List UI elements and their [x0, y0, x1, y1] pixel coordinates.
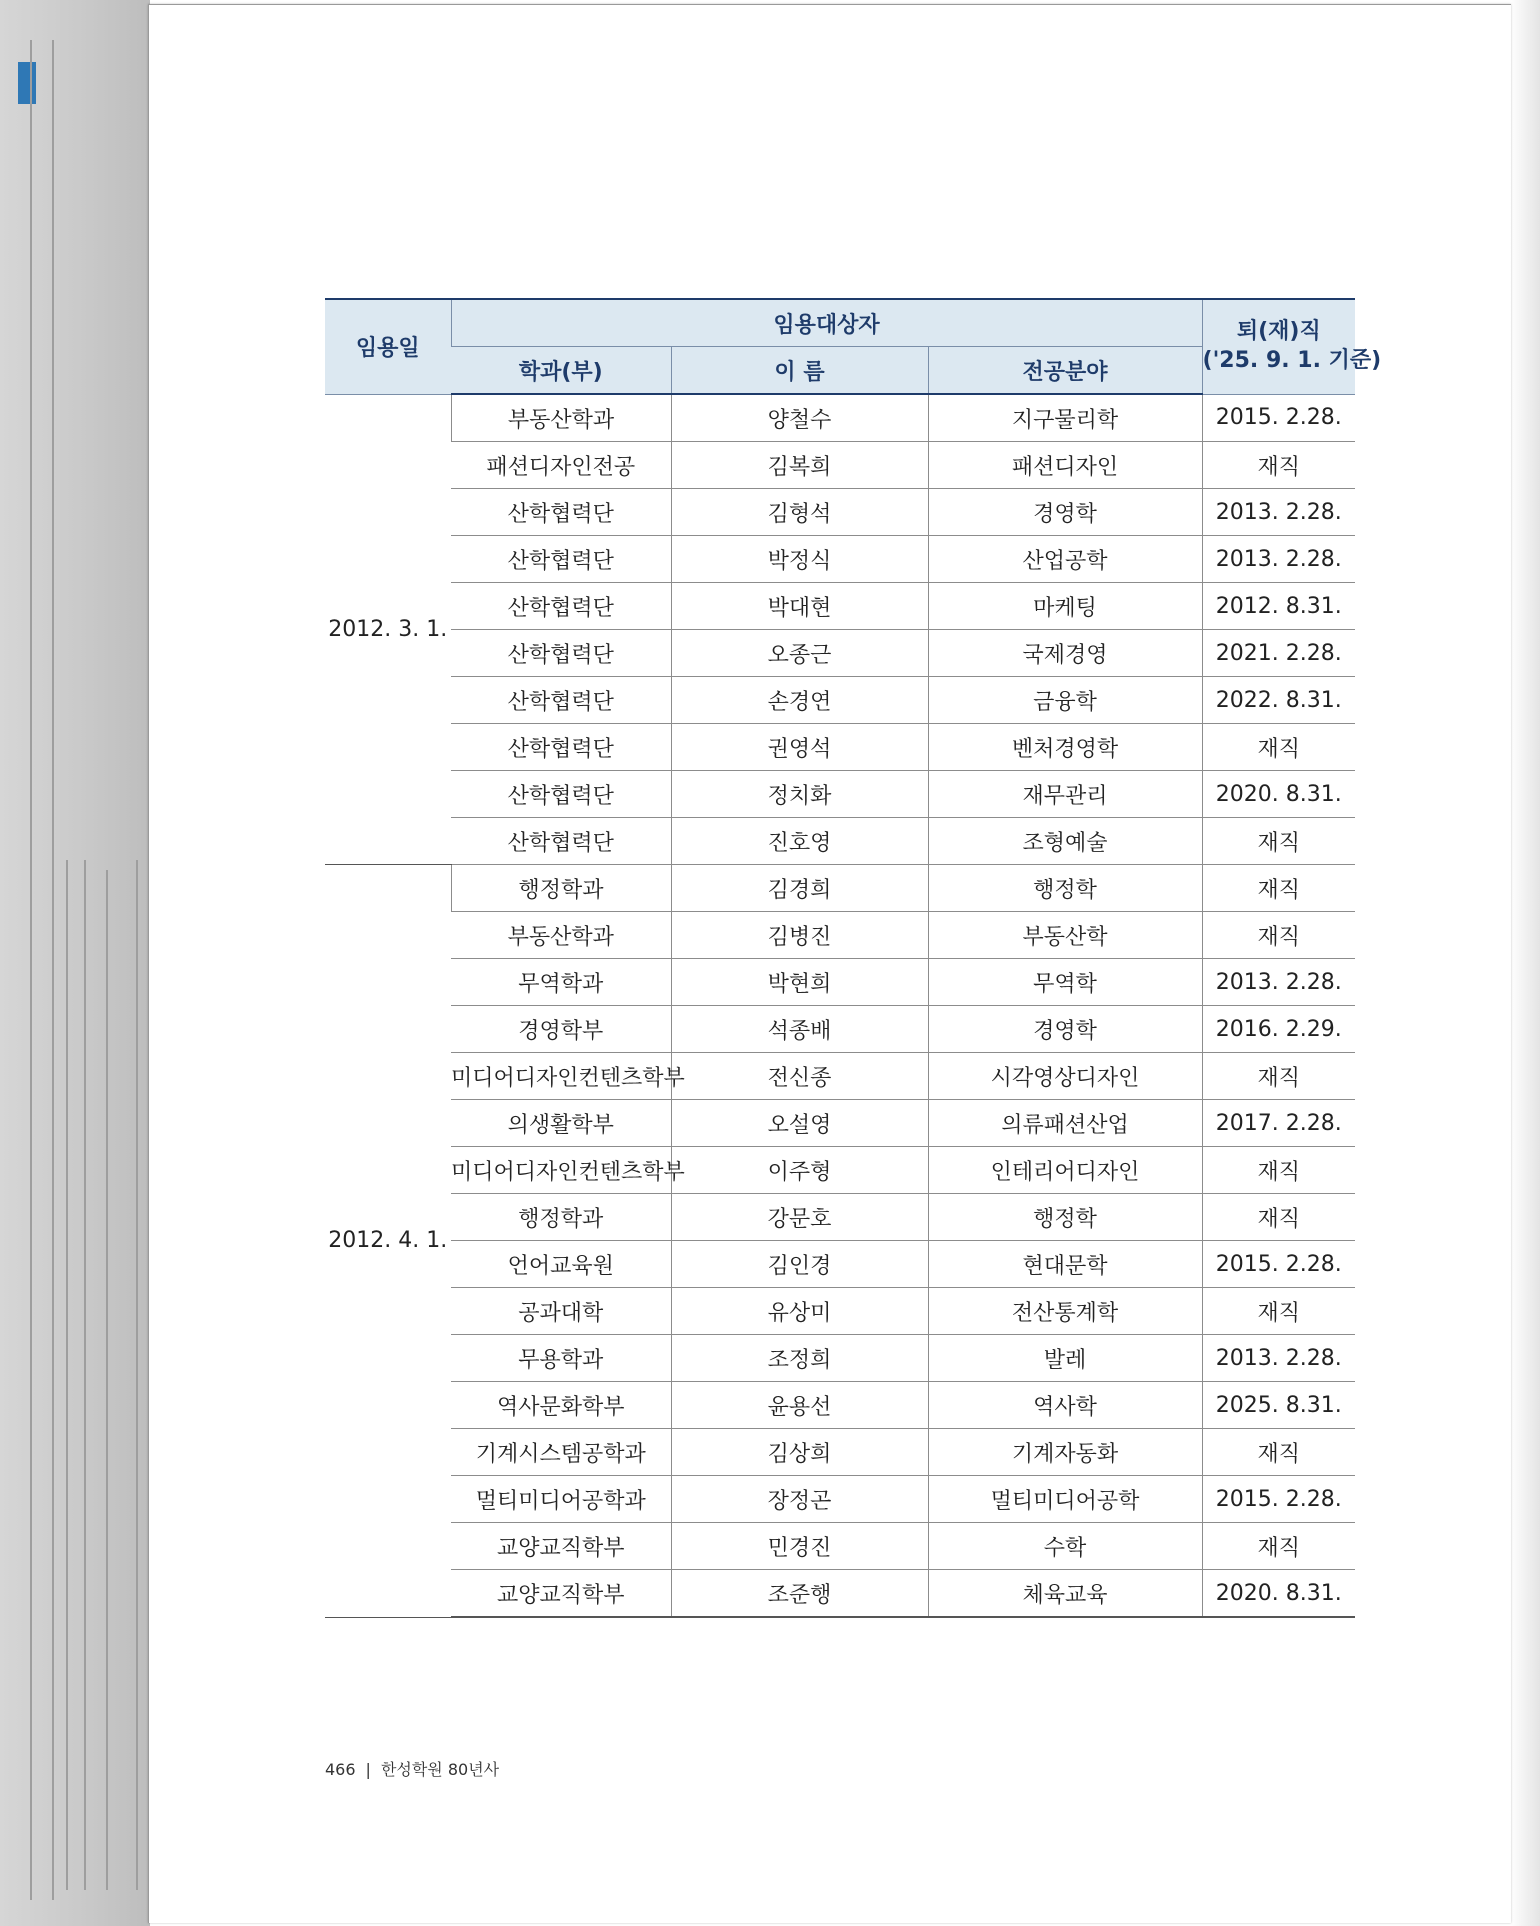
department-cell: 무용학과 [451, 1335, 671, 1382]
name-cell: 조준행 [671, 1570, 928, 1618]
table-row [325, 630, 1355, 677]
header-department: 학과(부) [451, 347, 671, 395]
field-cell: 행정학 [928, 865, 1202, 912]
name-cell: 오설영 [671, 1100, 928, 1147]
header-status-line1: 퇴(재)직 [1236, 319, 1321, 345]
status-cell: 2013. 2.28. [1202, 489, 1355, 536]
department-cell: 행정학과 [451, 865, 671, 912]
department-cell: 행정학과 [451, 1194, 671, 1241]
field-cell: 체육교육 [928, 1570, 1202, 1618]
field-cell: 금융학 [928, 677, 1202, 724]
name-cell: 김형석 [671, 489, 928, 536]
field-cell: 현대문학 [928, 1241, 1202, 1288]
name-cell: 조정희 [671, 1335, 928, 1382]
status-cell: 재직 [1202, 442, 1355, 489]
name-cell: 강문호 [671, 1194, 928, 1241]
table-row [325, 1241, 1355, 1288]
header-appointment-date: 임용일 [325, 299, 451, 394]
name-cell: 진호영 [671, 818, 928, 865]
field-cell: 멀티미디어공학 [928, 1476, 1202, 1523]
field-cell: 시각영상디자인 [928, 1053, 1202, 1100]
department-cell: 경영학부 [451, 1006, 671, 1053]
status-cell: 재직 [1202, 865, 1355, 912]
table-row [325, 1006, 1355, 1053]
name-cell: 김복희 [671, 442, 928, 489]
header-field: 전공분야 [928, 347, 1202, 395]
status-cell: 2017. 2.28. [1202, 1100, 1355, 1147]
field-cell: 벤처경영학 [928, 724, 1202, 771]
status-cell: 재직 [1202, 1053, 1355, 1100]
field-cell: 재무관리 [928, 771, 1202, 818]
table-row [325, 677, 1355, 724]
name-cell: 박정식 [671, 536, 928, 583]
page-edge-line [66, 860, 68, 1890]
name-cell: 김병진 [671, 912, 928, 959]
status-cell: 2015. 2.28. [1202, 1476, 1355, 1523]
department-cell: 산학협력단 [451, 536, 671, 583]
header-name: 이 름 [671, 347, 928, 395]
appointment-table [325, 298, 1382, 1618]
name-cell: 이주형 [671, 1147, 928, 1194]
department-cell: 미디어디자인컨텐츠학부 [451, 1147, 671, 1194]
name-cell: 손경연 [671, 677, 928, 724]
page-footer [325, 1757, 499, 1780]
department-cell: 산학협력단 [451, 489, 671, 536]
field-cell: 기계자동화 [928, 1429, 1202, 1476]
table-row [325, 818, 1355, 865]
status-cell: 2021. 2.28. [1202, 630, 1355, 677]
name-cell: 장정곤 [671, 1476, 928, 1523]
status-cell: 2013. 2.28. [1202, 959, 1355, 1006]
department-cell: 멀티미디어공학과 [451, 1476, 671, 1523]
name-cell: 양철수 [671, 394, 928, 442]
page-edge-line [106, 870, 108, 1890]
table-header [325, 299, 1382, 394]
status-cell: 2016. 2.29. [1202, 1006, 1355, 1053]
field-cell: 부동산학 [928, 912, 1202, 959]
table-row [325, 1335, 1355, 1382]
table-row [325, 1100, 1355, 1147]
name-cell: 김인경 [671, 1241, 928, 1288]
status-cell: 2022. 8.31. [1202, 677, 1355, 724]
status-cell: 재직 [1202, 724, 1355, 771]
name-cell: 전신종 [671, 1053, 928, 1100]
field-cell: 역사학 [928, 1382, 1202, 1429]
table-row [325, 959, 1355, 1006]
status-cell: 2020. 8.31. [1202, 771, 1355, 818]
page-number: 466 [325, 1760, 356, 1779]
table-row [325, 1570, 1355, 1618]
field-cell: 마케팅 [928, 583, 1202, 630]
name-cell: 박대현 [671, 583, 928, 630]
field-cell: 경영학 [928, 489, 1202, 536]
status-cell: 2020. 8.31. [1202, 1570, 1355, 1618]
page-edge-line [136, 860, 138, 1890]
table-row [325, 865, 1355, 912]
department-cell: 교양교직학부 [451, 1523, 671, 1570]
table-row [325, 771, 1355, 818]
page-right-shadow [1510, 0, 1540, 1926]
table-row [325, 1288, 1355, 1335]
department-cell: 산학협력단 [451, 630, 671, 677]
department-cell: 산학협력단 [451, 677, 671, 724]
name-cell: 유상미 [671, 1288, 928, 1335]
name-cell: 오종근 [671, 630, 928, 677]
department-cell: 부동산학과 [451, 912, 671, 959]
page-edge-line [30, 40, 32, 1900]
status-cell: 재직 [1202, 1288, 1355, 1335]
field-cell: 행정학 [928, 1194, 1202, 1241]
name-cell: 김상희 [671, 1429, 928, 1476]
department-cell: 무역학과 [451, 959, 671, 1006]
field-cell: 무역학 [928, 959, 1202, 1006]
field-cell: 전산통계학 [928, 1288, 1202, 1335]
field-cell: 패션디자인 [928, 442, 1202, 489]
name-cell: 윤용선 [671, 1382, 928, 1429]
status-cell: 재직 [1202, 912, 1355, 959]
table-row [325, 536, 1355, 583]
page-edge-line [84, 860, 86, 1890]
field-cell: 산업공학 [928, 536, 1202, 583]
field-cell: 지구물리학 [928, 394, 1202, 442]
department-cell: 패션디자인전공 [451, 442, 671, 489]
table-row [325, 1147, 1355, 1194]
table-row [325, 912, 1355, 959]
table-row [325, 1382, 1355, 1429]
department-cell: 교양교직학부 [451, 1570, 671, 1618]
page-edge-line [52, 40, 54, 1900]
name-cell: 석종배 [671, 1006, 928, 1053]
appointment-date-cell: 2012. 3. 1. [325, 394, 451, 865]
status-cell: 2012. 8.31. [1202, 583, 1355, 630]
name-cell: 김경희 [671, 865, 928, 912]
status-cell: 재직 [1202, 1194, 1355, 1241]
department-cell: 공과대학 [451, 1288, 671, 1335]
department-cell: 부동산학과 [451, 394, 671, 442]
department-cell: 역사문화학부 [451, 1382, 671, 1429]
department-cell: 미디어디자인컨텐츠학부 [451, 1053, 671, 1100]
status-cell: 재직 [1202, 818, 1355, 865]
name-cell: 정치화 [671, 771, 928, 818]
table-row [325, 1476, 1355, 1523]
department-cell: 산학협력단 [451, 583, 671, 630]
field-cell: 경영학 [928, 1006, 1202, 1053]
name-cell: 박현희 [671, 959, 928, 1006]
status-cell: 2015. 2.28. [1202, 1241, 1355, 1288]
status-cell: 재직 [1202, 1523, 1355, 1570]
table-row [325, 583, 1355, 630]
department-cell: 산학협력단 [451, 818, 671, 865]
field-cell: 의류패션산업 [928, 1100, 1202, 1147]
field-cell: 조형예술 [928, 818, 1202, 865]
status-cell: 재직 [1202, 1429, 1355, 1476]
name-cell: 권영석 [671, 724, 928, 771]
status-cell: 2013. 2.28. [1202, 1335, 1355, 1382]
department-cell: 산학협력단 [451, 771, 671, 818]
name-cell: 민경진 [671, 1523, 928, 1570]
header-status [1202, 299, 1382, 394]
page-edge-tab [18, 62, 36, 104]
department-cell: 산학협력단 [451, 724, 671, 771]
department-cell: 기계시스템공학과 [451, 1429, 671, 1476]
field-cell: 국제경영 [928, 630, 1202, 677]
status-cell: 2015. 2.28. [1202, 394, 1355, 442]
table-row [325, 442, 1355, 489]
status-cell: 재직 [1202, 1147, 1355, 1194]
status-cell: 2025. 8.31. [1202, 1382, 1355, 1429]
field-cell: 발레 [928, 1335, 1202, 1382]
field-cell: 수학 [928, 1523, 1202, 1570]
status-cell: 2013. 2.28. [1202, 536, 1355, 583]
table-body [325, 394, 1355, 1617]
field-cell: 인테리어디자인 [928, 1147, 1202, 1194]
header-appointee-group: 임용대상자 [451, 299, 1202, 347]
header-status-line2: ('25. 9. 1. 기준) [1202, 347, 1382, 373]
book-title: 한성학원 80년사 [380, 1760, 500, 1779]
department-cell: 의생활학부 [451, 1100, 671, 1147]
book-page-edges [0, 0, 150, 1926]
footer-separator: | [365, 1760, 371, 1779]
table-row [325, 1429, 1355, 1476]
table-row [325, 1523, 1355, 1570]
appointment-date-cell: 2012. 4. 1. [325, 865, 451, 1618]
table-row [325, 1194, 1355, 1241]
department-cell: 언어교육원 [451, 1241, 671, 1288]
table-row [325, 1053, 1355, 1100]
table-row [325, 724, 1355, 771]
table-row [325, 394, 1355, 442]
table-row [325, 489, 1355, 536]
